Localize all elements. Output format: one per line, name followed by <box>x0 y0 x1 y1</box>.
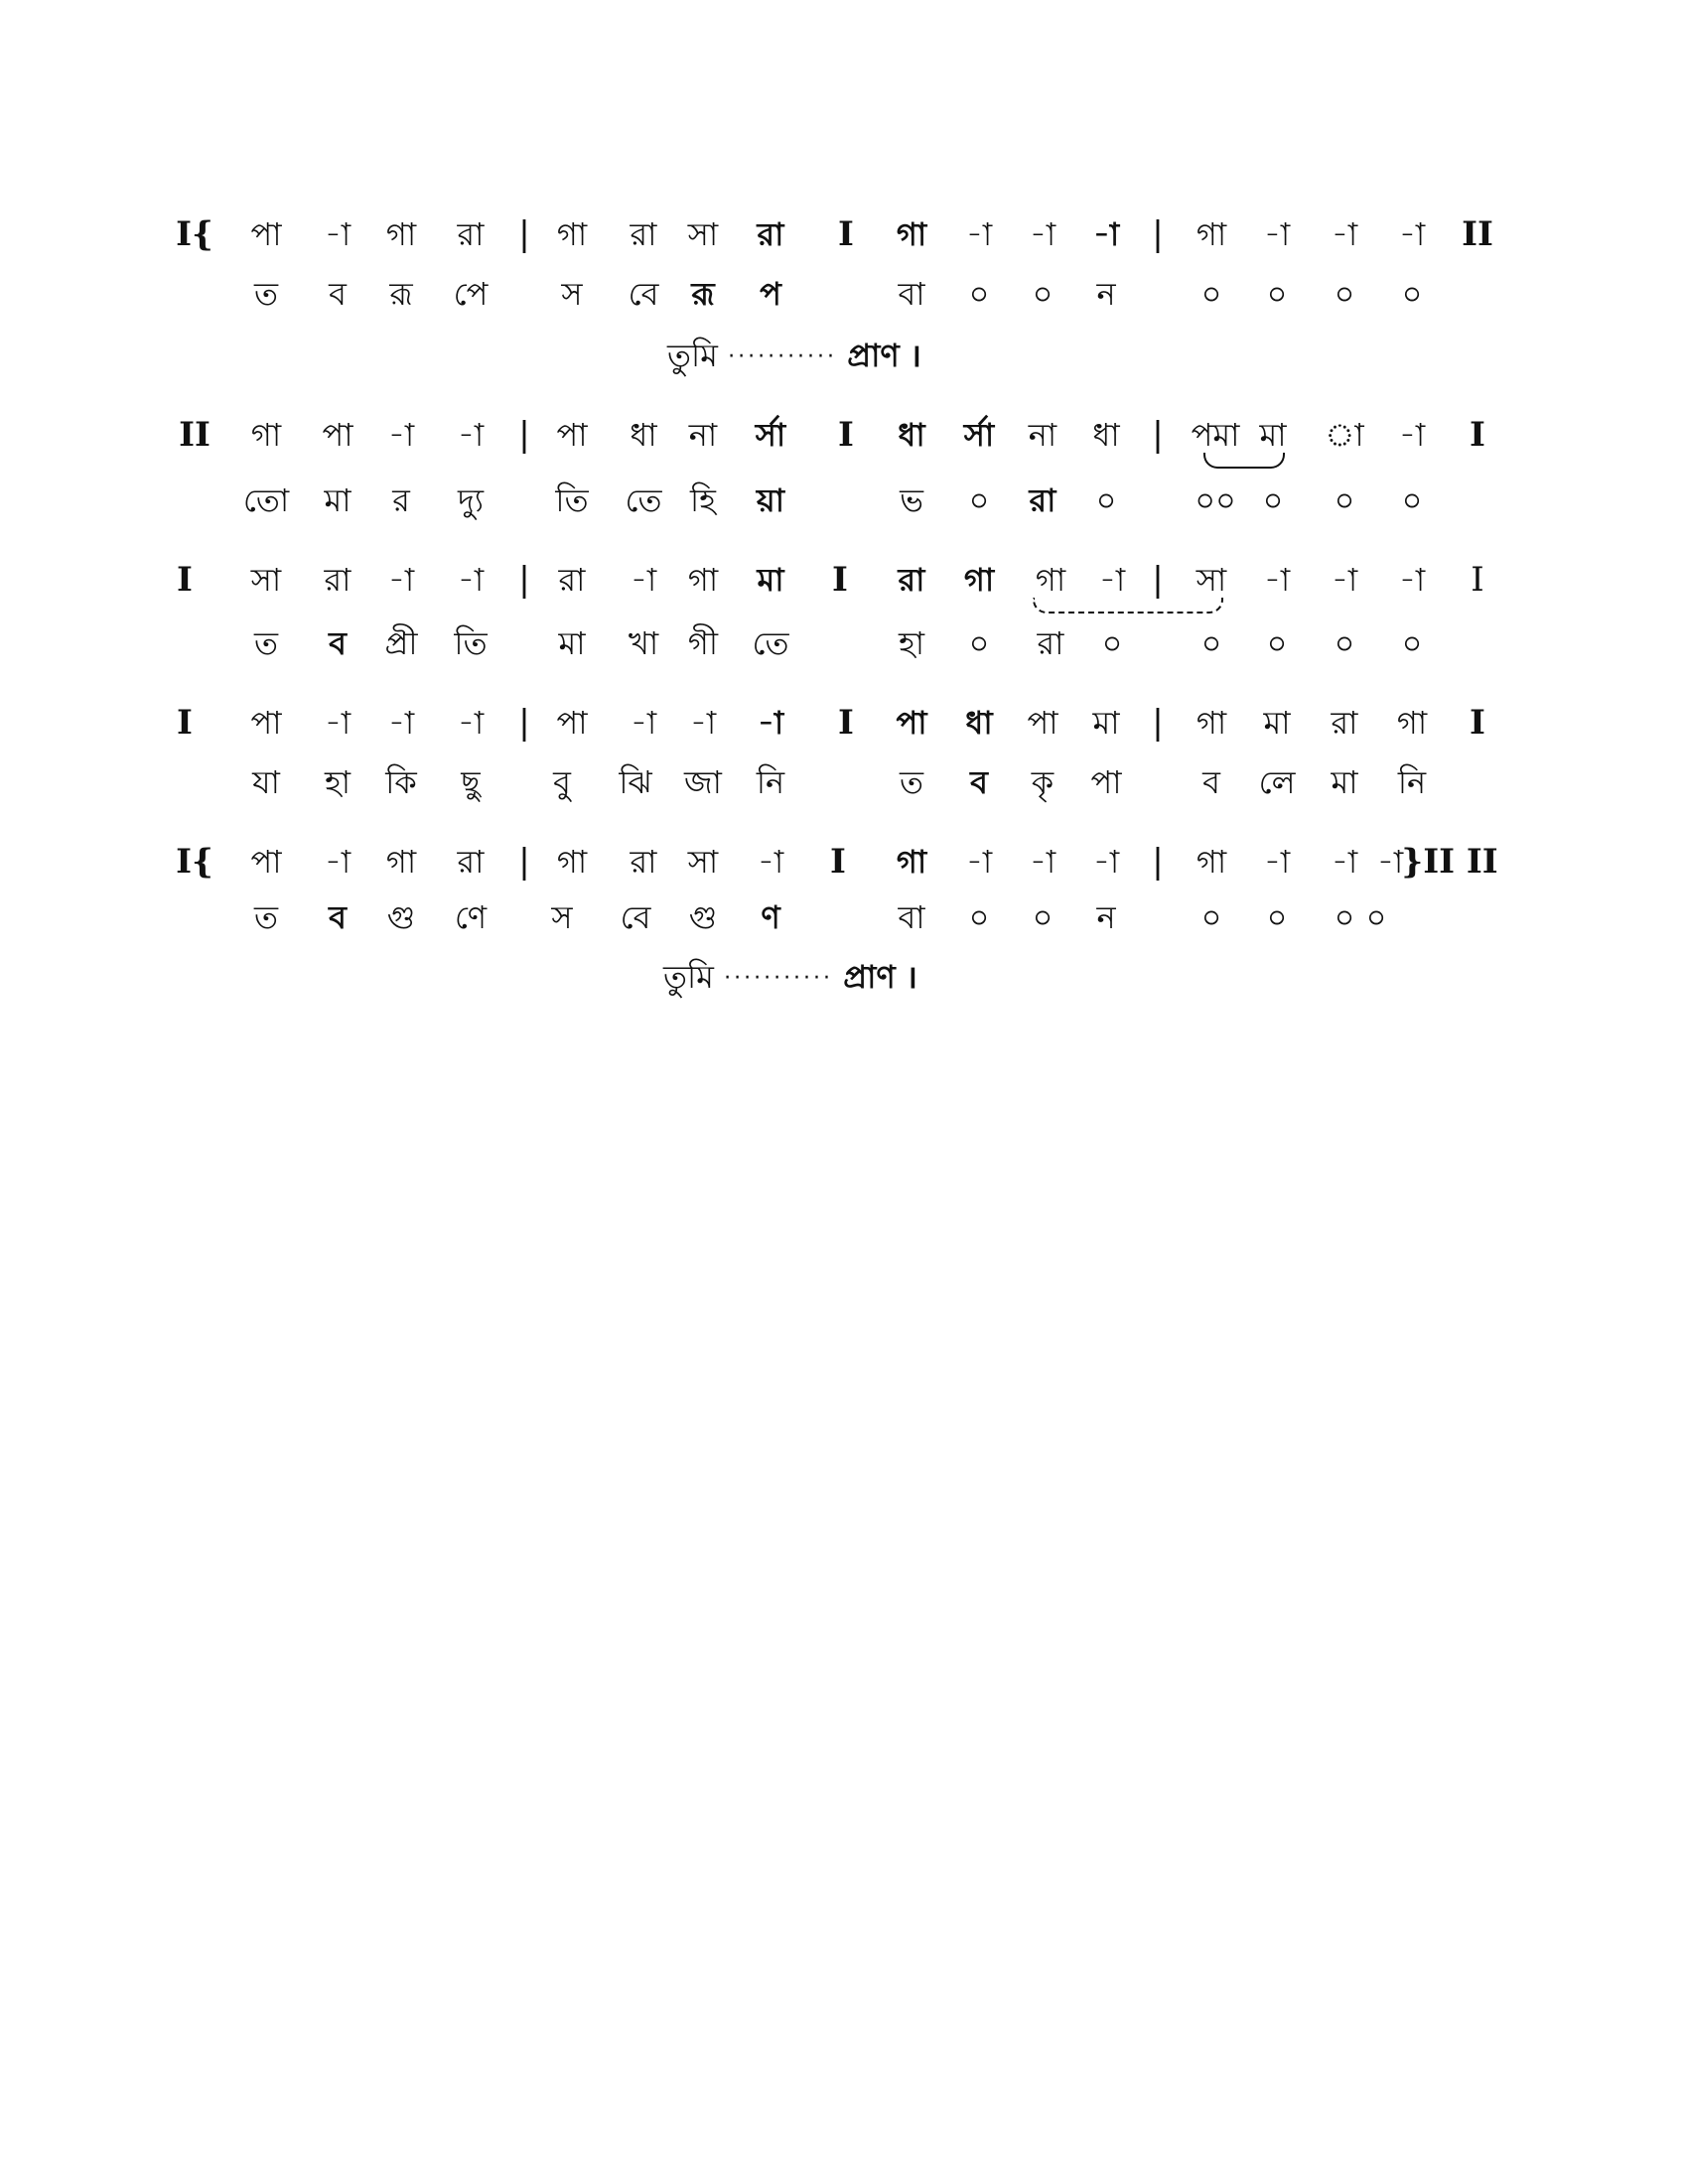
lyric-syllable: ন <box>1096 275 1116 313</box>
lyric-syllable: হা <box>898 624 925 662</box>
notation-line-1 <box>0 206 1688 262</box>
lyric-syllable: দ্যু <box>457 481 485 519</box>
note: -া <box>457 561 485 599</box>
lyric-line-5 <box>0 889 1688 945</box>
section-mark: I <box>838 415 854 455</box>
lyric-syllable: গু <box>386 898 416 936</box>
note: -া <box>1029 215 1056 253</box>
lyric-syllable: মা <box>324 481 352 519</box>
lyric-syllable: ভ <box>900 481 923 519</box>
lyric-syllable: ০ <box>1401 275 1423 313</box>
note: সা <box>687 215 719 253</box>
repeat-end-mark: }II II <box>1401 842 1498 882</box>
section-mark: I <box>838 214 854 254</box>
lyric-syllable: কৃ <box>1031 763 1055 801</box>
note: সা <box>250 561 282 599</box>
note: -া <box>630 561 657 599</box>
lyric-syllable: ০ <box>968 275 990 313</box>
lyric-syllable: ণ <box>761 898 780 936</box>
lyric-syllable: রা <box>1037 624 1064 662</box>
note: গা <box>556 843 588 881</box>
note: রা <box>558 561 586 599</box>
refrain-word: তুমি <box>663 958 714 996</box>
bar-line: | <box>1152 214 1164 254</box>
notation-line-5 <box>0 834 1688 889</box>
lyric-syllable: ০ <box>1334 481 1355 519</box>
note: -া <box>1263 843 1291 881</box>
note: পা <box>322 416 353 454</box>
lyric-syllable: রা <box>1029 481 1056 519</box>
lyric-syllable: ন <box>1096 898 1116 936</box>
lyric-syllable: ০ <box>1200 898 1222 936</box>
note: -া <box>1398 561 1426 599</box>
section-start-mark: I <box>177 703 193 743</box>
lyric-syllable: জা <box>684 763 722 801</box>
lyric-line-3 <box>0 615 1688 671</box>
lyric-line-1 <box>0 266 1688 322</box>
section-start-mark: II <box>179 415 211 455</box>
end-mark: II <box>1462 214 1493 254</box>
lyric-syllable: রূ <box>691 275 715 313</box>
refrain-word: প্রাণ <box>843 958 896 996</box>
note: -া <box>1331 843 1358 881</box>
note: -া <box>387 704 415 742</box>
lyric-syllable: ০ <box>1334 624 1355 662</box>
lyric-syllable: প <box>760 275 781 313</box>
refrain-dots: ··········· <box>728 344 838 369</box>
bar-line: | <box>1152 842 1164 882</box>
notation-line-2 <box>0 407 1688 463</box>
lyric-syllable: কি <box>385 763 417 801</box>
lyric-syllable: ঝি <box>619 763 652 801</box>
lyric-syllable: তি <box>555 481 589 519</box>
refrain-dots: ··········· <box>724 966 834 991</box>
slur-mark <box>1203 453 1285 469</box>
note: সা <box>687 843 719 881</box>
section-start-mark: I <box>177 560 193 600</box>
note: মা <box>1263 704 1291 742</box>
lyric-syllable: ০ <box>1266 624 1288 662</box>
note: পা <box>250 215 282 253</box>
lyric-syllable: ০ <box>1262 481 1284 519</box>
lyric-syllable: খা <box>628 624 659 662</box>
lyric-syllable: ০ <box>1200 624 1222 662</box>
note: -া <box>324 843 352 881</box>
note: -া <box>689 704 717 742</box>
lyric-syllable: বা <box>898 275 925 313</box>
note: গা <box>687 561 719 599</box>
note: গা <box>385 843 417 881</box>
bar-line: | <box>1152 703 1164 743</box>
lyric-syllable: ০ <box>1095 481 1117 519</box>
lyric-syllable: ০ <box>1401 481 1423 519</box>
bar-line: | <box>518 415 530 455</box>
note: -া <box>1263 561 1291 599</box>
lyric-syllable: ত <box>253 275 279 313</box>
lyric-syllable: তো <box>242 481 290 519</box>
note: -া <box>387 416 415 454</box>
lyric-syllable: বু <box>553 763 571 801</box>
lyric-syllable: ০ <box>968 624 990 662</box>
lyric-syllable: তি <box>454 624 488 662</box>
note: মা <box>1092 704 1120 742</box>
bar-line: | <box>1152 560 1164 600</box>
lyric-syllable: রূ <box>389 275 413 313</box>
note: -া <box>324 704 352 742</box>
refrain-line-2 <box>663 949 917 1007</box>
lyric-syllable: ০ <box>1266 898 1288 936</box>
note: মা <box>1259 416 1287 454</box>
end-mark: I <box>1470 415 1485 455</box>
note: -া <box>324 215 352 253</box>
lyric-syllable: ছু <box>461 763 481 801</box>
note: পা <box>250 843 282 881</box>
section-mark: I <box>830 842 846 882</box>
note: ধা <box>965 704 993 742</box>
lyric-syllable: ত <box>899 763 924 801</box>
lyric-syllable: মা <box>1331 763 1358 801</box>
note: না <box>688 416 718 454</box>
lyric-syllable: ০ <box>1401 624 1423 662</box>
note: রা <box>324 561 352 599</box>
repeat-start-mark: I{ <box>176 842 213 882</box>
note: রা <box>457 843 485 881</box>
refrain-line-1 <box>667 328 921 385</box>
lyric-syllable: গু <box>688 898 718 936</box>
note: রা <box>1331 704 1358 742</box>
note: গা <box>896 843 927 881</box>
refrain-word: তুমি <box>667 337 718 374</box>
lyric-syllable: ব <box>970 763 988 801</box>
note: র্সা <box>755 416 786 454</box>
note: -া <box>1398 416 1426 454</box>
note: ধা <box>898 416 925 454</box>
lyric-syllable: ০০ <box>1195 481 1236 519</box>
end-mark: I <box>1470 703 1485 743</box>
lyric-syllable: ০ <box>1032 898 1054 936</box>
note: -া <box>1092 215 1120 253</box>
lyric-syllable: হি <box>690 481 716 519</box>
note: পা <box>556 704 588 742</box>
bar-line: | <box>518 560 530 600</box>
lyric-syllable: যা <box>252 763 280 801</box>
note: র্সা <box>963 416 995 454</box>
note: পা <box>556 416 588 454</box>
lyric-line-4 <box>0 754 1688 810</box>
lyric-syllable: নি <box>1397 763 1427 801</box>
note: -া <box>1398 215 1426 253</box>
section-mark: I <box>832 560 848 600</box>
lyric-syllable: প্রী <box>384 624 418 662</box>
note: গা <box>556 215 588 253</box>
lyric-syllable: ০ <box>1101 624 1123 662</box>
note: -া <box>387 561 415 599</box>
note: -া <box>457 704 485 742</box>
repeat-start-mark: I{ <box>176 214 213 254</box>
full-stop-mark: । <box>905 958 918 996</box>
note: -া <box>1092 843 1120 881</box>
note: মা <box>757 561 784 599</box>
lyric-syllable: ব <box>329 624 347 662</box>
lyric-syllable: য়া <box>756 481 785 519</box>
bar-line: | <box>1152 415 1164 455</box>
note: -া <box>1098 561 1126 599</box>
section-mark: I <box>838 703 854 743</box>
lyric-syllable: ০ <box>1365 898 1387 936</box>
note: পমা <box>1191 416 1240 454</box>
lyric-syllable: ব <box>329 898 347 936</box>
lyric-syllable: বা <box>898 898 925 936</box>
note: রা <box>457 215 485 253</box>
note: -া <box>1029 843 1056 881</box>
note: রা <box>630 843 657 881</box>
refrain-word: প্রাণ <box>847 337 900 374</box>
note: -া <box>1376 843 1404 881</box>
note: গা <box>1035 561 1066 599</box>
bar-line: | <box>518 214 530 254</box>
lyric-syllable: ত <box>253 624 279 662</box>
note: -া <box>965 843 993 881</box>
note: সা <box>1196 561 1227 599</box>
note: ধা <box>1092 416 1120 454</box>
note: গা <box>1196 215 1227 253</box>
note: -া <box>457 416 485 454</box>
note: রা <box>898 561 925 599</box>
note: গা <box>896 215 927 253</box>
note: গা <box>1196 843 1227 881</box>
note: -া <box>1331 561 1358 599</box>
notation-line-3 <box>0 552 1688 608</box>
note: গা <box>963 561 995 599</box>
bar-line: | <box>518 703 530 743</box>
lyric-syllable: ০ <box>1334 898 1355 936</box>
lyric-syllable: ব <box>329 275 347 313</box>
lyric-syllable: স <box>551 898 573 936</box>
note: -া <box>757 704 784 742</box>
lyric-line-2 <box>0 473 1688 528</box>
note: গা <box>385 215 417 253</box>
note: গা <box>1196 704 1227 742</box>
lyric-syllable: বে <box>620 898 651 936</box>
lyric-syllable: ০ <box>1266 275 1288 313</box>
lyric-syllable: ণে <box>454 898 488 936</box>
slur-mark <box>1033 598 1223 614</box>
lyric-syllable: ০ <box>968 898 990 936</box>
end-mark: I <box>1471 560 1484 600</box>
note: া <box>1325 416 1364 454</box>
lyric-syllable: ০ <box>1334 275 1355 313</box>
note: গা <box>250 416 282 454</box>
note: ধা <box>630 416 657 454</box>
lyric-syllable: তে <box>625 481 662 519</box>
notation-line-4 <box>0 695 1688 751</box>
lyric-syllable: হা <box>324 763 352 801</box>
lyric-syllable: ০ <box>968 481 990 519</box>
lyric-syllable: ০ <box>1200 275 1222 313</box>
lyric-syllable: স <box>561 275 583 313</box>
note: পা <box>250 704 282 742</box>
note: রা <box>757 215 784 253</box>
lyric-syllable: লে <box>1258 763 1296 801</box>
note: -া <box>1331 215 1358 253</box>
lyric-syllable: বে <box>628 275 659 313</box>
note: পা <box>1027 704 1058 742</box>
lyric-syllable: ব <box>1202 763 1220 801</box>
lyric-syllable: ০ <box>1032 275 1054 313</box>
bar-line: | <box>518 842 530 882</box>
lyric-syllable: তে <box>752 624 789 662</box>
lyric-syllable: র <box>392 481 410 519</box>
lyric-syllable: মা <box>558 624 586 662</box>
note: -া <box>630 704 657 742</box>
lyric-syllable: পে <box>453 275 489 313</box>
lyric-syllable: গী <box>687 624 719 662</box>
note: -া <box>1263 215 1291 253</box>
full-stop-mark: । <box>909 337 922 374</box>
lyric-syllable: ত <box>253 898 279 936</box>
note: -া <box>965 215 993 253</box>
lyric-syllable: পা <box>1090 763 1122 801</box>
lyric-syllable: নি <box>756 763 785 801</box>
note: গা <box>1396 704 1428 742</box>
note: রা <box>630 215 657 253</box>
note: -া <box>757 843 784 881</box>
note: না <box>1028 416 1057 454</box>
note: পা <box>896 704 927 742</box>
